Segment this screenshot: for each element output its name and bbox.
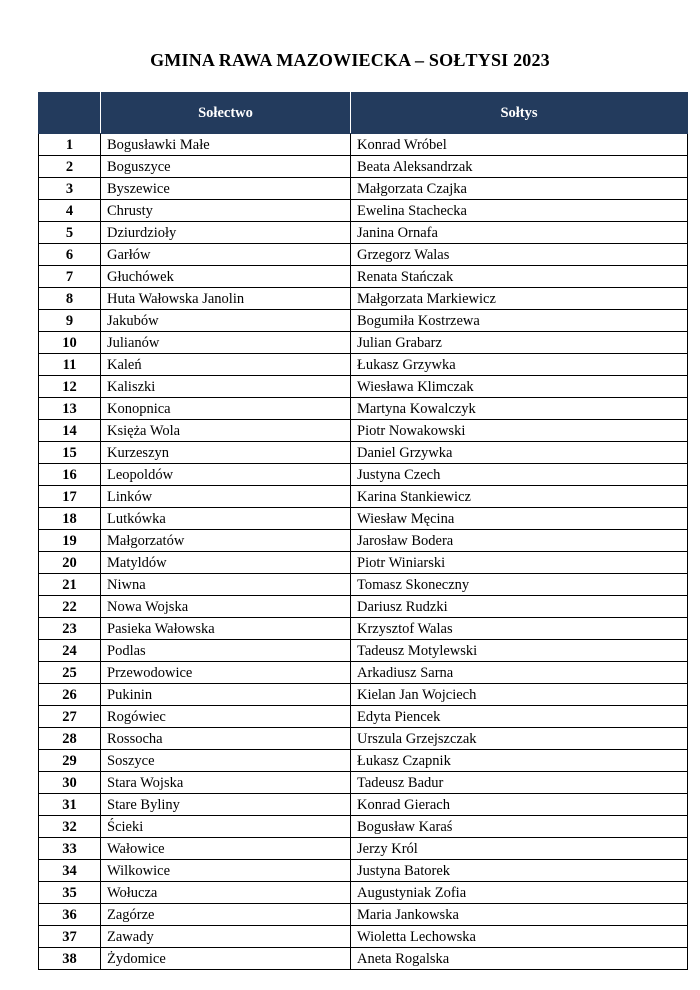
table-row xyxy=(39,464,688,486)
row-number: 30 xyxy=(39,772,101,794)
row-number: 22 xyxy=(39,596,101,618)
row-number: 18 xyxy=(39,508,101,530)
soltys-name: Julian Grabarz xyxy=(351,332,688,354)
village-name: Soszyce xyxy=(101,750,351,772)
village-name: Małgorzatów xyxy=(101,530,351,552)
table-row xyxy=(39,794,688,816)
soltys-name: Tadeusz Motylewski xyxy=(351,640,688,662)
village-name: Lutkówka xyxy=(101,508,351,530)
table-row xyxy=(39,244,688,266)
table-body xyxy=(39,134,688,970)
row-number: 21 xyxy=(39,574,101,596)
table-row xyxy=(39,486,688,508)
row-number: 33 xyxy=(39,838,101,860)
row-number: 26 xyxy=(39,684,101,706)
row-number: 23 xyxy=(39,618,101,640)
row-number: 10 xyxy=(39,332,101,354)
row-number: 16 xyxy=(39,464,101,486)
soltys-name: Bogusław Karaś xyxy=(351,816,688,838)
soltys-name: Tomasz Skoneczny xyxy=(351,574,688,596)
table-row xyxy=(39,596,688,618)
soltys-name: Jarosław Bodera xyxy=(351,530,688,552)
page-title: GMINA RAWA MAZOWIECKA – SOŁTYSI 2023 xyxy=(150,50,550,70)
soltys-table xyxy=(38,92,688,970)
soltys-name: Maria Jankowska xyxy=(351,904,688,926)
row-number: 36 xyxy=(39,904,101,926)
table-row xyxy=(39,178,688,200)
header-number xyxy=(39,93,101,134)
village-name: Julianów xyxy=(101,332,351,354)
table-row xyxy=(39,618,688,640)
soltys-name: Konrad Gierach xyxy=(351,794,688,816)
table-row xyxy=(39,354,688,376)
table-row xyxy=(39,420,688,442)
village-name: Księża Wola xyxy=(101,420,351,442)
row-number: 17 xyxy=(39,486,101,508)
table-row xyxy=(39,156,688,178)
soltys-name: Tadeusz Badur xyxy=(351,772,688,794)
village-name: Wołucza xyxy=(101,882,351,904)
row-number: 28 xyxy=(39,728,101,750)
soltys-name: Piotr Nowakowski xyxy=(351,420,688,442)
village-name: Zawady xyxy=(101,926,351,948)
table-row xyxy=(39,772,688,794)
soltys-name: Augustyniak Zofia xyxy=(351,882,688,904)
soltys-name: Łukasz Czapnik xyxy=(351,750,688,772)
table-row xyxy=(39,640,688,662)
soltys-name: Arkadiusz Sarna xyxy=(351,662,688,684)
soltys-name: Małgorzata Czajka xyxy=(351,178,688,200)
table-row xyxy=(39,222,688,244)
table-row xyxy=(39,310,688,332)
row-number: 5 xyxy=(39,222,101,244)
soltys-name: Justyna Czech xyxy=(351,464,688,486)
village-name: Linków xyxy=(101,486,351,508)
row-number: 1 xyxy=(39,134,101,156)
soltys-name: Renata Stańczak xyxy=(351,266,688,288)
soltys-name: Janina Ornafa xyxy=(351,222,688,244)
village-name: Jakubów xyxy=(101,310,351,332)
village-name: Rossocha xyxy=(101,728,351,750)
village-name: Niwna xyxy=(101,574,351,596)
table-row xyxy=(39,266,688,288)
row-number: 13 xyxy=(39,398,101,420)
village-name: Dziurdzioły xyxy=(101,222,351,244)
table-row xyxy=(39,574,688,596)
village-name: Huta Wałowska Janolin xyxy=(101,288,351,310)
village-name: Bogusławki Małe xyxy=(101,134,351,156)
village-name: Pukinin xyxy=(101,684,351,706)
soltys-name: Karina Stankiewicz xyxy=(351,486,688,508)
row-number: 31 xyxy=(39,794,101,816)
table-row xyxy=(39,442,688,464)
village-name: Ścieki xyxy=(101,816,351,838)
table-row xyxy=(39,684,688,706)
soltys-name: Bogumiła Kostrzewa xyxy=(351,310,688,332)
row-number: 6 xyxy=(39,244,101,266)
village-name: Boguszyce xyxy=(101,156,351,178)
village-name: Żydomice xyxy=(101,948,351,970)
header-row xyxy=(39,93,688,134)
row-number: 11 xyxy=(39,354,101,376)
table-row xyxy=(39,662,688,684)
soltys-name: Łukasz Grzywka xyxy=(351,354,688,376)
soltys-name: Ewelina Stachecka xyxy=(351,200,688,222)
table-header xyxy=(39,93,688,134)
table-row xyxy=(39,376,688,398)
village-name: Kurzeszyn xyxy=(101,442,351,464)
village-name: Zagórze xyxy=(101,904,351,926)
village-name: Byszewice xyxy=(101,178,351,200)
table-row xyxy=(39,882,688,904)
table-row xyxy=(39,508,688,530)
table-row xyxy=(39,904,688,926)
row-number: 27 xyxy=(39,706,101,728)
village-name: Pasieka Wałowska xyxy=(101,618,351,640)
soltys-name: Justyna Batorek xyxy=(351,860,688,882)
village-name: Podlas xyxy=(101,640,351,662)
table-row xyxy=(39,552,688,574)
row-number: 3 xyxy=(39,178,101,200)
soltys-name: Martyna Kowalczyk xyxy=(351,398,688,420)
soltys-name: Małgorzata Markiewicz xyxy=(351,288,688,310)
soltys-name: Edyta Piencek xyxy=(351,706,688,728)
table-row xyxy=(39,706,688,728)
row-number: 12 xyxy=(39,376,101,398)
soltys-name: Daniel Grzywka xyxy=(351,442,688,464)
table-row xyxy=(39,332,688,354)
soltys-name: Kielan Jan Wojciech xyxy=(351,684,688,706)
table-row xyxy=(39,134,688,156)
row-number: 20 xyxy=(39,552,101,574)
village-name: Głuchówek xyxy=(101,266,351,288)
soltys-name: Konrad Wróbel xyxy=(351,134,688,156)
row-number: 7 xyxy=(39,266,101,288)
soltys-name: Beata Aleksandrzak xyxy=(351,156,688,178)
village-name: Chrusty xyxy=(101,200,351,222)
soltys-name: Aneta Rogalska xyxy=(351,948,688,970)
row-number: 29 xyxy=(39,750,101,772)
table-row xyxy=(39,750,688,772)
soltys-name: Urszula Grzejszczak xyxy=(351,728,688,750)
row-number: 37 xyxy=(39,926,101,948)
village-name: Stara Wojska xyxy=(101,772,351,794)
village-name: Kaleń xyxy=(101,354,351,376)
row-number: 35 xyxy=(39,882,101,904)
row-number: 9 xyxy=(39,310,101,332)
row-number: 34 xyxy=(39,860,101,882)
village-name: Leopoldów xyxy=(101,464,351,486)
table-row xyxy=(39,816,688,838)
soltys-name: Grzegorz Walas xyxy=(351,244,688,266)
village-name: Wilkowice xyxy=(101,860,351,882)
row-number: 32 xyxy=(39,816,101,838)
header-village: Sołectwo xyxy=(101,93,351,134)
village-name: Matyldów xyxy=(101,552,351,574)
table-row xyxy=(39,530,688,552)
village-name: Wałowice xyxy=(101,838,351,860)
soltys-name: Dariusz Rudzki xyxy=(351,596,688,618)
soltys-name: Wiesława Klimczak xyxy=(351,376,688,398)
soltys-name: Piotr Winiarski xyxy=(351,552,688,574)
row-number: 14 xyxy=(39,420,101,442)
soltys-name: Wiesław Męcina xyxy=(351,508,688,530)
village-name: Kaliszki xyxy=(101,376,351,398)
village-name: Rogówiec xyxy=(101,706,351,728)
table-row xyxy=(39,948,688,970)
table-row xyxy=(39,728,688,750)
table-row xyxy=(39,288,688,310)
table-row xyxy=(39,838,688,860)
row-number: 24 xyxy=(39,640,101,662)
table-row xyxy=(39,926,688,948)
row-number: 25 xyxy=(39,662,101,684)
row-number: 4 xyxy=(39,200,101,222)
row-number: 8 xyxy=(39,288,101,310)
row-number: 38 xyxy=(39,948,101,970)
soltys-name: Krzysztof Walas xyxy=(351,618,688,640)
soltys-name: Jerzy Król xyxy=(351,838,688,860)
row-number: 19 xyxy=(39,530,101,552)
row-number: 2 xyxy=(39,156,101,178)
village-name: Przewodowice xyxy=(101,662,351,684)
village-name: Nowa Wojska xyxy=(101,596,351,618)
header-soltys: Sołtys xyxy=(351,93,688,134)
village-name: Garłów xyxy=(101,244,351,266)
table-row xyxy=(39,200,688,222)
table-row xyxy=(39,860,688,882)
village-name: Konopnica xyxy=(101,398,351,420)
soltys-name: Wioletta Lechowska xyxy=(351,926,688,948)
table-row xyxy=(39,398,688,420)
village-name: Stare Byliny xyxy=(101,794,351,816)
row-number: 15 xyxy=(39,442,101,464)
